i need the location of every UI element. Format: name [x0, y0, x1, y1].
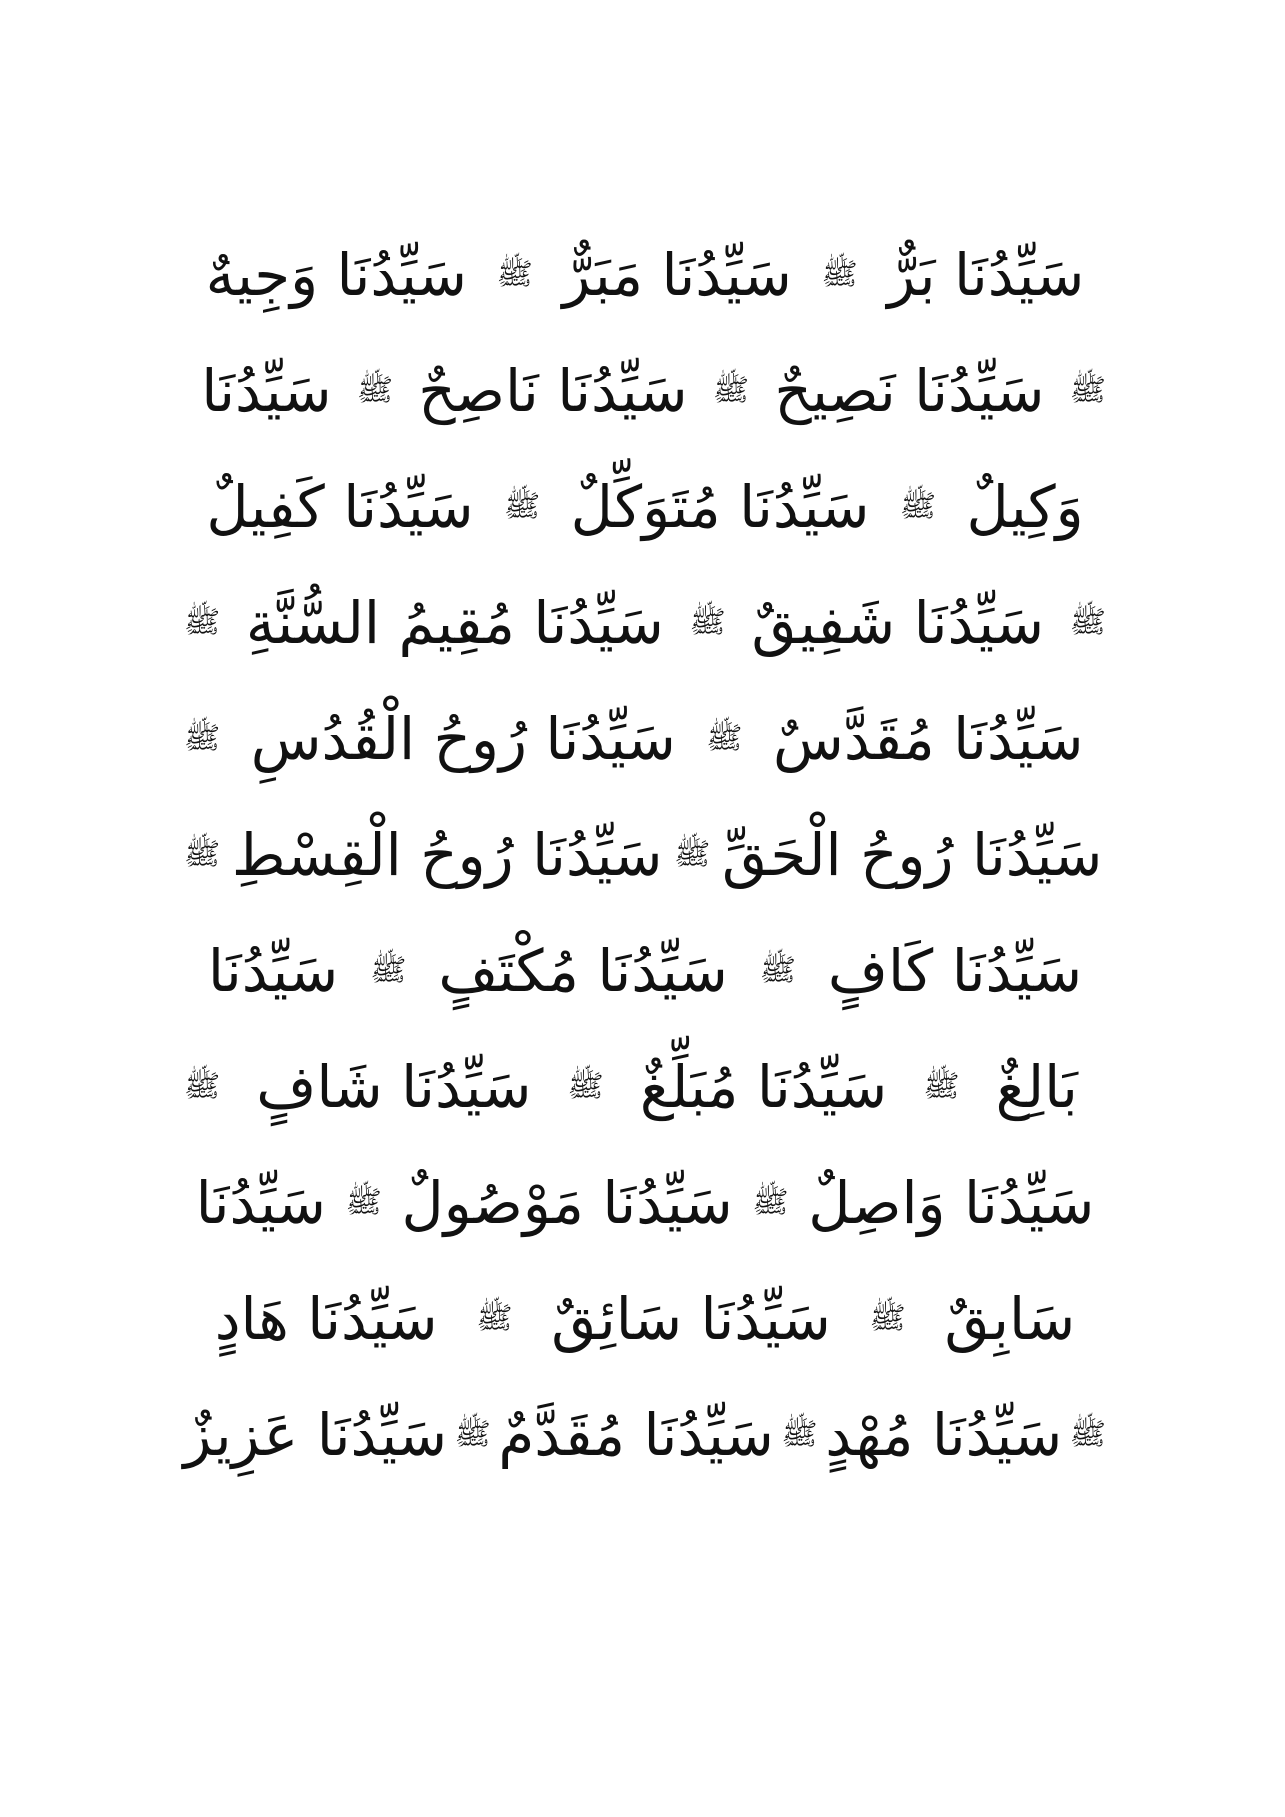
salawat-mark: ﷺ	[183, 721, 221, 756]
salawat-mark: ﷺ	[345, 1185, 382, 1220]
salawat-mark: ﷺ	[869, 1301, 906, 1336]
salawat-mark: ﷺ	[689, 605, 726, 640]
text-segment: سَيِّدُنَا رُوحُ الْحَقِّ	[722, 821, 1103, 889]
calligraphy-text-block	[180, 220, 1110, 1496]
text-segment: سَيِّدُنَا شَفِيقٌ	[751, 589, 1045, 657]
salawat-mark: ﷺ	[476, 1301, 513, 1336]
text-segment: سَيِّدُنَا مُقَدَّمٌ	[498, 1401, 774, 1469]
salawat-mark: ﷺ	[1069, 373, 1106, 408]
text-segment: سَيِّدُنَا رُوحُ الْقِسْطِ	[231, 821, 663, 889]
text-segment: سَيِّدُنَا كَفِيلٌ	[206, 473, 474, 541]
text-line	[180, 1148, 1110, 1258]
salawat-mark: ﷺ	[759, 953, 796, 988]
salawat-mark: ﷺ	[356, 373, 394, 408]
text-segment: سَيِّدُنَا سَائِقٌ	[551, 1285, 831, 1353]
salawat-mark: ﷺ	[899, 489, 937, 524]
text-segment: سَيِّدُنَا مَبَرٌّ	[562, 241, 792, 309]
text-segment: سَيِّدُنَا وَجِيهٌ	[205, 241, 467, 309]
text-segment: سَيِّدُنَا	[207, 937, 339, 1005]
salawat-mark: ﷺ	[706, 721, 743, 756]
text-segment: سَيِّدُنَا رُوحُ الْقُدُسِ	[250, 705, 676, 773]
salawat-mark: ﷺ	[370, 953, 407, 988]
salawat-mark: ﷺ	[781, 1417, 818, 1452]
salawat-mark: ﷺ	[1069, 605, 1106, 640]
text-line	[180, 1032, 1110, 1142]
text-segment: سَيِّدُنَا	[195, 1169, 327, 1237]
salawat-mark: ﷺ	[184, 1069, 221, 1104]
text-segment: سَيِّدُنَا مُتَوَكِّلٌ	[570, 473, 870, 541]
text-segment: سَيِّدُنَا مُبَلِّغٌ	[639, 1053, 888, 1121]
text-segment: بَالِغٌ	[995, 1053, 1078, 1121]
text-segment: سَيِّدُنَا بَرٌّ	[887, 241, 1085, 309]
text-line	[180, 452, 1110, 562]
text-line	[180, 684, 1110, 794]
text-line	[180, 568, 1110, 678]
salawat-mark: ﷺ	[503, 489, 541, 524]
text-segment: وَكِيلٌ	[966, 473, 1084, 541]
text-line	[180, 336, 1110, 446]
text-line	[180, 800, 1110, 910]
text-segment: سَيِّدُنَا عَزِيزٌ	[183, 1401, 448, 1469]
text-segment: سَيِّدُنَا مُقَدَّسٌ	[773, 705, 1084, 773]
text-line	[180, 1380, 1110, 1490]
text-segment: سَيِّدُنَا وَاصِلٌ	[808, 1169, 1095, 1237]
text-segment: سَيِّدُنَا هَادٍ	[214, 1285, 438, 1353]
salawat-mark: ﷺ	[674, 837, 711, 872]
salawat-mark: ﷺ	[821, 257, 858, 292]
salawat-mark: ﷺ	[567, 1069, 604, 1104]
text-segment: سَيِّدُنَا مُقِيمُ السُّنَّةِ	[245, 589, 664, 657]
salawat-mark: ﷺ	[1069, 1417, 1106, 1452]
text-segment: سَابِقٌ	[944, 1285, 1076, 1353]
text-line	[180, 916, 1110, 1026]
salawat-mark: ﷺ	[454, 1417, 491, 1452]
salawat-mark: ﷺ	[496, 257, 533, 292]
text-segment: سَيِّدُنَا	[201, 357, 332, 425]
salawat-mark: ﷺ	[183, 837, 221, 872]
text-segment: سَيِّدُنَا مُهْدٍ	[825, 1401, 1063, 1469]
text-line	[180, 1264, 1110, 1374]
salawat-mark: ﷺ	[923, 1069, 960, 1104]
salawat-mark: ﷺ	[712, 373, 750, 408]
salawat-mark: ﷺ	[752, 1185, 789, 1220]
text-segment: سَيِّدُنَا نَاصِحٌ	[418, 357, 688, 425]
text-segment: سَيِّدُنَا نَصِيحٌ	[774, 357, 1045, 425]
salawat-mark: ﷺ	[183, 605, 221, 640]
text-segment: سَيِّدُنَا مُكْتَفٍ	[438, 937, 728, 1005]
text-segment: سَيِّدُنَا كَافٍ	[827, 937, 1083, 1005]
text-line	[180, 220, 1110, 330]
text-segment: سَيِّدُنَا شَافٍ	[256, 1053, 532, 1121]
text-segment: سَيِّدُنَا مَوْصُولٌ	[401, 1169, 733, 1237]
